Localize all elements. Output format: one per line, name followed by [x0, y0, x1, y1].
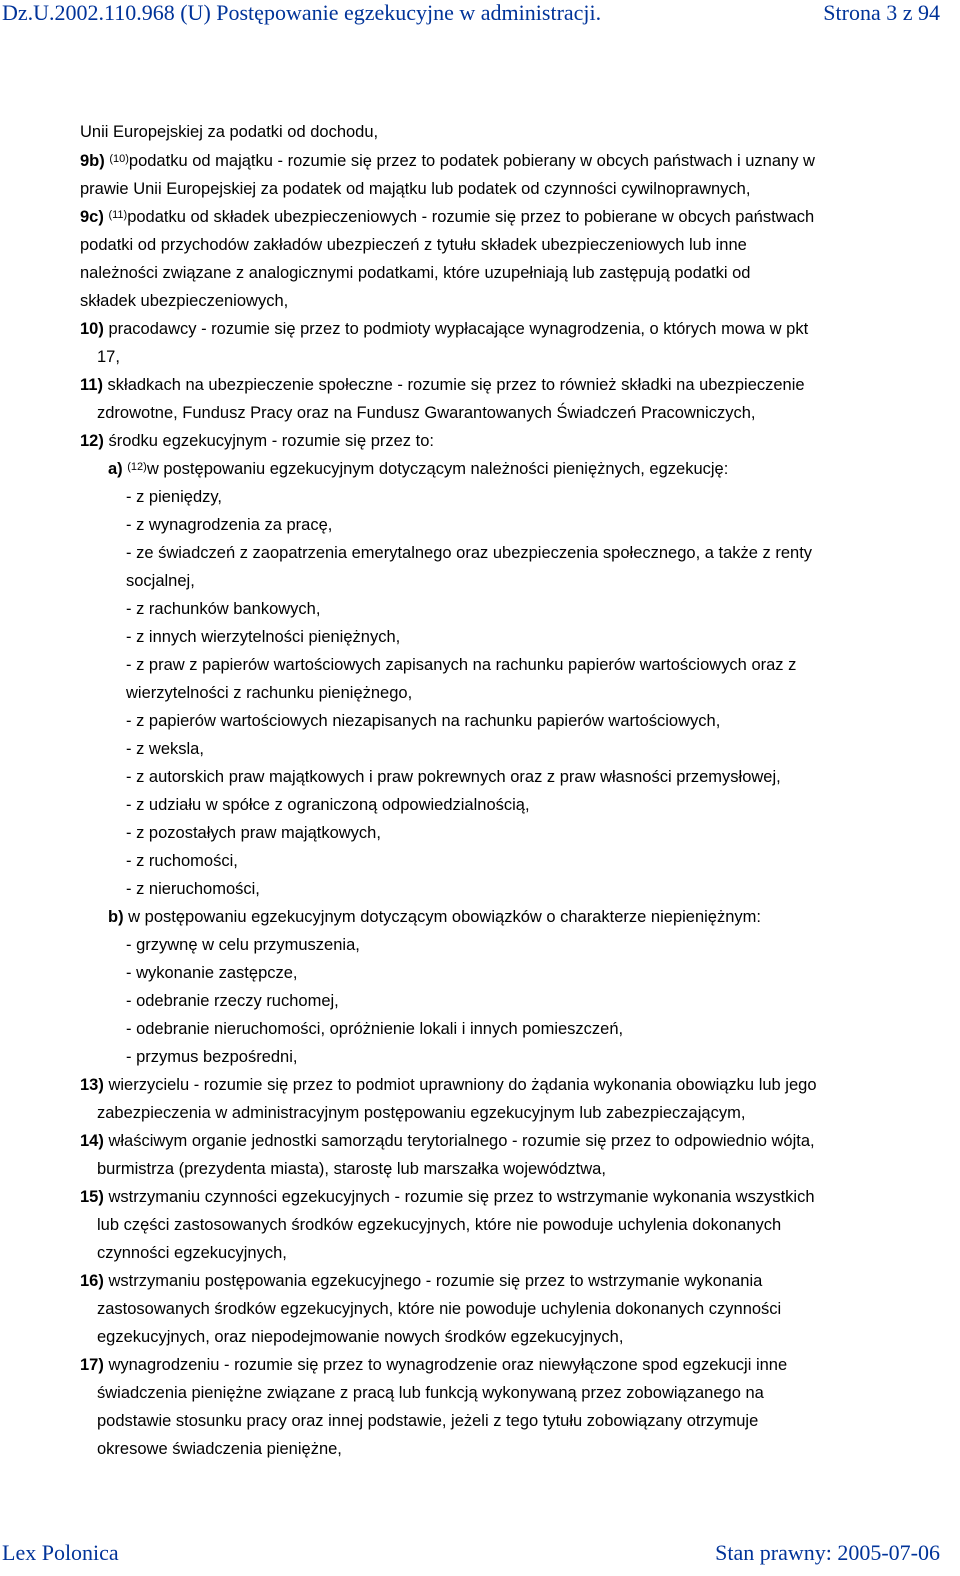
dash-item: - odebranie nieruchomości, opróżnienie lokali i innych pomieszczeń,	[126, 1020, 624, 1038]
text-line: egzekucyjnych, oraz niepodejmowanie nowych środków egzekucyjnych,	[97, 1328, 624, 1346]
item-letter: b)	[108, 908, 124, 926]
dash-item: - z praw z papierów wartościowych zapisanych na rachunku papierów wartościowych oraz z	[126, 656, 797, 674]
list-item-16	[80, 1270, 762, 1292]
text-line: zabezpieczenia w administracyjnym postępowaniu egzekucyjnym lub zabezpieczającym,	[97, 1104, 746, 1122]
list-item-14	[80, 1130, 815, 1152]
list-item-12	[80, 430, 434, 452]
footnote-ref: (11)	[108, 209, 128, 221]
dash-item: - z udziału w spółce z ograniczoną odpowiedzialnością,	[126, 796, 530, 814]
dash-item: - z pieniędzy,	[126, 488, 222, 506]
item-number: 9b)	[80, 152, 105, 170]
item-text: wstrzymaniu postępowania egzekucyjnego - rozumie się przez to wstrzymanie wykonania	[108, 1272, 763, 1290]
dash-item: - z autorskich praw majątkowych i praw pokrewnych oraz z praw własności przemysłowej,	[126, 768, 781, 786]
text-line: prawie Unii Europejskiej za podatek od majątku lub podatek od czynności cywilnoprawnych,	[80, 180, 751, 198]
text-line: zastosowanych środków egzekucyjnych, które nie powoduje uchylenia dokonanych czynności	[97, 1300, 782, 1318]
header-document-title: Dz.U.2002.110.968 (U) Postępowanie egzekucyjne w administracji.	[2, 0, 602, 25]
list-item-10	[80, 318, 808, 340]
item-number: 17)	[80, 1356, 104, 1374]
text-line: lub części zastosowanych środków egzekucyjnych, które nie powoduje uchylenia dokonanych	[97, 1216, 782, 1234]
item-text: właściwym organie jednostki samorządu terytorialnego - rozumie się przez to odpowiednio wójta,	[108, 1132, 815, 1150]
dash-item: - z nieruchomości,	[126, 880, 260, 898]
sub-item-a	[108, 458, 728, 480]
footnote-ref: (10)	[109, 153, 129, 165]
item-text: w postępowaniu egzekucyjnym dotyczącym należności pieniężnych, egzekucję:	[146, 460, 729, 478]
list-item-9c	[80, 206, 814, 228]
text-line: okresowe świadczenia pieniężne,	[97, 1440, 342, 1458]
item-text: podatku od składek ubezpieczeniowych - rozumie się przez to pobierane w obcych państwach	[127, 208, 815, 226]
item-text: wierzycielu - rozumie się przez to podmiot uprawniony do żądania wykonania obowiązku lub jego	[108, 1076, 817, 1094]
item-text: wstrzymaniu czynności egzekucyjnych - rozumie się przez to wstrzymanie wykonania wszystkich	[108, 1188, 815, 1206]
text-line: socjalnej,	[126, 572, 195, 590]
dash-item: - wykonanie zastępcze,	[126, 964, 298, 982]
item-number: 11)	[80, 376, 103, 394]
footnote-ref: (12)	[127, 461, 147, 473]
list-item-9b	[80, 150, 815, 172]
dash-item: - przymus bezpośredni,	[126, 1048, 298, 1066]
dash-item: - z pozostałych praw majątkowych,	[126, 824, 381, 842]
dash-item: - z rachunków bankowych,	[126, 600, 321, 618]
dash-item: - grzywnę w celu przymuszenia,	[126, 936, 360, 954]
text-line: wierzytelności z rachunku pieniężnego,	[126, 684, 413, 702]
header-page-number: Strona 3 z 94	[823, 0, 940, 25]
item-number: 10)	[80, 320, 104, 338]
item-letter: a)	[108, 460, 123, 478]
footer-legal-status-date: Stan prawny: 2005-07-06	[715, 1540, 940, 1565]
dash-item: - z wynagrodzenia za pracę,	[126, 516, 333, 534]
text-line: należności związane z analogicznymi podatkami, które uzupełniają lub zastępują podatki od	[80, 264, 751, 282]
item-number: 16)	[80, 1272, 104, 1290]
text-line: czynności egzekucyjnych,	[97, 1244, 287, 1262]
item-text: w postępowaniu egzekucyjnym dotyczącym obowiązków o charakterze niepieniężnym:	[128, 908, 761, 926]
dash-item: - z papierów wartościowych niezapisanych na rachunku papierów wartościowych,	[126, 712, 721, 730]
text-line: składek ubezpieczeniowych,	[80, 292, 289, 310]
sub-item-b	[108, 906, 761, 928]
item-text: pracodawcy - rozumie się przez to podmioty wypłacające wynagrodzenia, o których mowa w pkt	[108, 320, 809, 338]
item-number: 15)	[80, 1188, 104, 1206]
dash-item: - ze świadczeń z zaopatrzenia emerytalnego oraz ubezpieczenia społecznego, a także z renty	[126, 544, 813, 562]
text-line: podstawie stosunku pracy oraz innej podstawie, jeżeli z tego tytułu zobowiązany otrzymuje	[97, 1412, 759, 1430]
list-item-15	[80, 1186, 815, 1208]
text-line: podatki od przychodów zakładów ubezpieczeń z tytułu składek ubezpieczeniowych lub inne	[80, 236, 747, 254]
dash-item: - z weksla,	[126, 740, 204, 758]
text-line: 17,	[97, 348, 120, 366]
item-text: podatku od majątku - rozumie się przez to podatek pobierany w obcych państwach i uznany w	[128, 152, 815, 170]
item-number: 14)	[80, 1132, 104, 1150]
dash-item: - z innych wierzytelności pieniężnych,	[126, 628, 401, 646]
list-item-11	[80, 374, 805, 396]
footer-publisher: Lex Polonica	[2, 1540, 119, 1565]
item-number: 13)	[80, 1076, 104, 1094]
text-line: zdrowotne, Fundusz Pracy oraz na Fundusz Gwarantowanych Świadczeń Pracowniczych,	[97, 404, 756, 422]
text-line: świadczenia pieniężne związane z pracą lub funkcją wykonywaną przez zobowiązanego na	[97, 1384, 764, 1402]
item-text: środku egzekucyjnym - rozumie się przez to:	[108, 432, 434, 450]
text-line: burmistrza (prezydenta miasta), starostę lub marszałka województwa,	[97, 1160, 606, 1178]
list-item-17	[80, 1354, 787, 1376]
item-number: 9c)	[80, 208, 104, 226]
dash-item: - z ruchomości,	[126, 852, 238, 870]
list-item-13	[80, 1074, 817, 1096]
item-number: 12)	[80, 432, 104, 450]
dash-item: - odebranie rzeczy ruchomej,	[126, 992, 339, 1010]
item-text: składkach na ubezpieczenie społeczne - rozumie się przez to również składki na ubezpieczenie	[107, 376, 805, 394]
item-text: wynagrodzeniu - rozumie się przez to wynagrodzenie oraz niewyłączone spod egzekucji inne	[108, 1356, 788, 1374]
text-line: Unii Europejskiej za podatki od dochodu,	[80, 123, 379, 141]
